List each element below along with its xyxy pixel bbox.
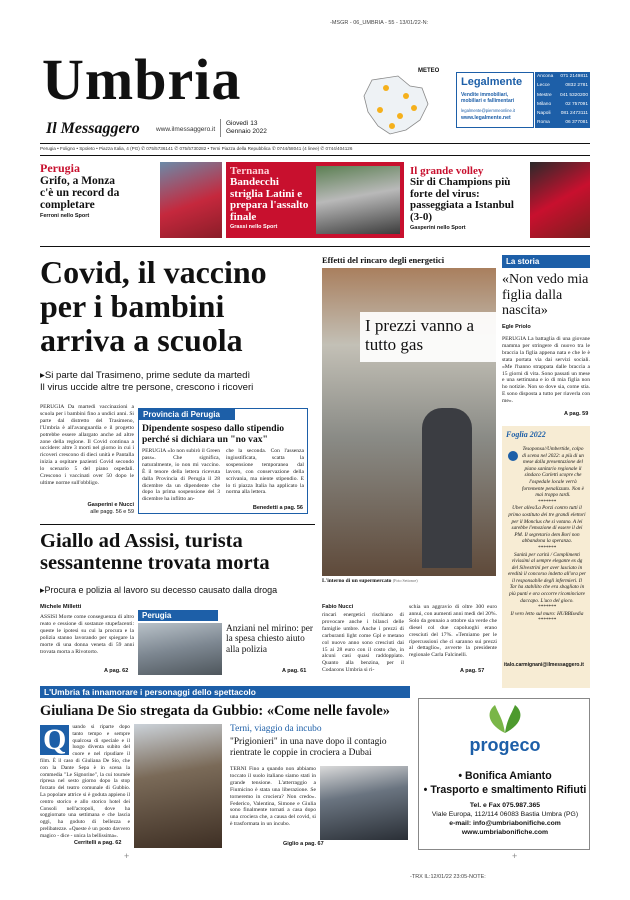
progeco-web[interactable]: www.umbriabonifiche.com [461, 829, 549, 836]
teaser-byline: Grassi nello Sport [230, 224, 278, 230]
terni-photo-couple [320, 766, 408, 840]
crop-mark-left: + [124, 851, 130, 861]
teaser-photo-volley [530, 162, 590, 238]
spettacolo-banner-text: L'Umbria fa innamorare i personaggi dello spettacolo [44, 687, 256, 697]
meteo-map [350, 68, 450, 140]
date-day: Giovedì 13 [226, 120, 258, 127]
storia-page: A pag. 59 [564, 411, 589, 417]
address-line: Perugia • Foligno • Spoleto • Piazza Italia, 4 (PG) ✆ 075/5736141 ✆ 075/5730282 • Terni Piazza della Repubblica ✆ 0744/58041 (4 linee) ✆ 0744/404126 [40, 146, 353, 151]
province-label: Provincia di Perugia [139, 409, 235, 420]
progeco-email[interactable]: e-mail: info@umbriabonifiche.com [449, 820, 561, 827]
spettacolo-body: uando si riparte dopo tanto tempo e sempre qualcosa di speciale e il luogo diventa subito del cuore e nel ripudiare il film. È il caso di Giuliana De Sio, che con la Dante Sepa è in scena la commedia "Le Signorine", la cui tournée ripresa nel sesto giorno dopo la stop forzato del teatro comunale di Gubbio. La popolare attrice si è goduta appieno il centro storico e allo storico hotel dei Consoli nell'acropoli, dove ha soggiornato una settimana e che lascia oggi, ha goduto di bellezza e prelibatezze. «Queste è un posto davvero magico - dice - unica la bellissima». [40, 724, 130, 839]
progeco-leaf-icon [481, 703, 529, 735]
masthead-brand: Il Messaggero [46, 120, 140, 137]
teaser-headline: Bandecchi striglia Latini e prepara l'assalto finale [230, 176, 309, 223]
storia-headline[interactable]: «Non vedo mia figlia dalla nascita» [502, 272, 589, 318]
terni-headline[interactable]: "Prigionieri" in una nave dopo il contagio rientrate le coppie in crociera a Dubai [230, 737, 387, 758]
meteo-label: METEO [418, 68, 440, 74]
assisi-rule [40, 524, 315, 525]
foglia-items: Tesoponsa//Umbertide, colpo di scena nel 2022: a più di un mese dalla presentazione del piano sanitario regionale il sindaco Carletti scopre che l'ospedale locale verrà fortemente penalizzato. Non è mai troppo tardi. ******* Uber alles/La Porzi contro tutti il primo sostituto dei tre grandi elettori per il Monclus che si votano. A lei sarebbe l'emozione di essere il dei PM. Il segretario dem Bori non abbandona la speranza. ******* Sanità per carità / Complimenti vivissimi al sempre elegante ex dg del Silvestrini per aver lasciato in eredità il concorso indetto all'ora per il responsabile degli infermieri. Il Tar ha stabilito che era sbagliato in più punti e ora occorre ricominciare daccapo. L'uco del gioco. ******* Il vero letto sul muro: HUBBIsedia ******* [508, 446, 586, 624]
masthead-date [226, 120, 267, 136]
teaser-volley[interactable] [410, 162, 590, 238]
legalmente-line2: mobiliari e fallimentari [461, 98, 515, 104]
gas-caption-text: L'interno di un supermercato [322, 578, 392, 584]
address-rule-top [40, 143, 590, 144]
lead-deck2: Il virus uccide altre tre persone, crescono i ricoveri [40, 382, 254, 393]
progeco-contacts [419, 801, 591, 837]
anziani-label: Perugia [138, 610, 218, 621]
crop-mark-right: + [512, 851, 518, 861]
teaser-kicker: Ternana [230, 165, 270, 177]
teaser-photo-player [160, 162, 222, 238]
legalmente-ad[interactable] [456, 72, 534, 128]
anziani-page: A pag. 61 [282, 668, 307, 674]
gas-headline[interactable]: I prezzi vanno a tutto gas [365, 316, 475, 354]
city-row: Lecce 0832 2781 [537, 83, 588, 89]
storia-byline: Egle Priolo [502, 324, 531, 330]
anziani-headline[interactable]: Anziani nel mirino: per la spesa chiesto aiuto alla polizia [226, 624, 314, 655]
progeco-ad[interactable] [418, 698, 590, 850]
province-headline: Dipendente sospeso dallo stipendio perché si dichiara un "no vax" [142, 423, 285, 445]
service-amianto: • Bonifica Amianto [458, 770, 552, 782]
progeco-address: Viale Europa, 112/114 06083 Bastia Umbra (PG) [431, 811, 579, 818]
progeco-logo: progeco [469, 735, 541, 755]
teaser-photo-coach [316, 166, 400, 234]
legalmente-web[interactable]: www.legalmente.net [461, 115, 511, 121]
section-rule [40, 246, 590, 247]
progeco-tel[interactable]: Tel. e Fax 075.987.365 [469, 802, 541, 809]
province-box[interactable] [138, 408, 308, 514]
photo-shopper [422, 408, 472, 568]
drop-cap: Q [40, 725, 69, 755]
lead-body: PERUGIA Da martedì vaccinazioni a scuola per i bambini fino a undici anni. Si parte dal distretto del Trasimeno, l'Umbria è all'avanguardia e il progetto potrebbe essere allargato anche ad altre zone della regione. Il Covid continua a uccidere: altre 3 morti nel giorno in cui i ricoveri crescono di dieci unità e Pantalla inizia a ospitare pazienti Covid secondo lo scenario 5 del piano ospedali. Crescono i vaccinati over 50 dopo le ultime norme sull'obbligo. [40, 404, 134, 486]
terni-label: Terni, viaggio da incubo [230, 724, 322, 734]
province-col1: PERUGIA «Io non subirò il Green pass». Che significa, naturalmente, io non mi vaccino. È il tenore della lettera ricevuta dalla Provincia di Perugia il 28 dicembre da un dipendente che dopo la prima sospensione del 3 dicembre ha inflitto an- [142, 448, 220, 503]
assisi-deck: ▸Procura e polizia al lavoro su decesso causato dalla droga [40, 585, 278, 595]
city-row: Ancona 071 2149811 [537, 74, 588, 79]
masthead-divider [220, 119, 221, 137]
assisi-byline: Michele Milletti [40, 604, 82, 610]
lead-deck [40, 370, 320, 394]
terni-page: Giglio a pag. 67 [283, 841, 324, 847]
city-row: Mestre 041 5320200 [537, 92, 588, 98]
edition-code-bottom: -TRX IL:12/01/22 23:05-NOTE: [410, 874, 486, 880]
spettacolo-page: Cerritelli a pag. 62 [74, 840, 122, 846]
legalmente-line1: Vendite immobiliari, [461, 92, 509, 98]
date-month: Gennaio 2022 [226, 128, 267, 135]
province-col2: che la seconda. Con l'assenza ingiustificata, scatta la sospensione temporanea dal lavoro, con conservazione della scrivania, ma niente stipendio. E lo ti piazza Italia ha applicato la norma alla lettera. [226, 448, 304, 496]
service-rifiuti: • Trasporto e smaltimento Rifiuti [423, 784, 587, 796]
city-row: Roma 06 377081 [537, 120, 588, 126]
province-byline: Benedetti a pag. 56 [252, 505, 303, 511]
gas-byline: Fabio Nucci [322, 604, 354, 610]
masthead-url[interactable]: www.ilmessaggero.it [156, 126, 216, 133]
lead-credit [40, 502, 134, 516]
teaser-headline: Sir di Champions più forte del virus: passeggiata a Istanbul (3-0) [410, 176, 514, 223]
foglia-email[interactable]: italo.carmignani@ilmessaggero.it [504, 662, 584, 668]
lead-byline: Gasperini e Nucci [87, 502, 134, 508]
anziani-photo [138, 623, 222, 675]
storia-body: PERUGIA La battaglia di una giovane mamma per stringere di nuovo tra le braccia la figlia appena nata e che le è stata portata via dai servizi sociali. «Me l'hanno strappata dalle braccia a 15 giorni di vita. Sono passati un mese e una settimana e io di mia figlia non ho notizie. Non so dove sia, come stia. E sono disposta a tutto per riaverla con me». [502, 336, 590, 405]
gas-page: A pag. 57 [460, 668, 485, 674]
legalmente-email[interactable]: legalmente@piemmeonline.it [461, 108, 516, 113]
teaser-kicker: Perugia [40, 161, 80, 175]
teaser-headline: Grifo, a Monza c'è un record da completare [40, 174, 120, 212]
umbria-map-icon [350, 68, 450, 140]
gas-kicker: Effetti del rincaro degli energetici [322, 255, 445, 265]
edition-code-top: -MSGR - 06_UMBRIA - 55 - 13/01/22-N: [330, 20, 429, 26]
city-row: Napoli 081 2473111 [537, 111, 588, 117]
gas-caption [322, 578, 418, 584]
city-row: Milano 02 757091 [537, 101, 588, 107]
lead-deck1: ▸Si parte dal Trasimeno, prime sedute da martedì [40, 370, 251, 381]
gas-col2: schia un aggravio di oltre 300 euro annui, con aumenti anni medi del 20%. Solo da gennaio a ottobre sia verde che diesel col due capoluoghi erano cresciuti del 17%. «Temiamo per le ripercussioni che ci saranno sui prezzi al dettaglio», avverte la presidente regionale Carla Falcinelli. [409, 604, 497, 659]
progeco-services [419, 769, 591, 797]
terni-body: TERNI Fino a quando non abbiamo toccato il suolo italiano siamo stati in grande tensione. L'atterraggio a Fiumicino è stata una liberazione. Se torneremo in crociera? Non credo». Federico, Valentina, Simone e Giulia sono finalmente tornati a casa dopo una crociera che, a causa del covid, si è trasformata in un incubo. [230, 766, 316, 828]
lead-page: alle pagg. 56 e 59 [90, 509, 134, 515]
spettacolo-text-wrap [40, 724, 130, 846]
spettacolo-headline[interactable]: Giuliana De Sio stregata da Gubbio: «Come nelle favole» [40, 703, 390, 719]
spettacolo-photo-actress [134, 724, 222, 848]
teaser-kicker: Il grande volley [410, 165, 484, 177]
foglia-label: Foglia 2022 [506, 430, 546, 439]
lead-headline[interactable]: Covid, il vaccino per i bambini arriva a scuola [40, 254, 267, 358]
teaser-byline: Gasperini nello Sport [410, 225, 466, 231]
teaser-perugia[interactable] [40, 162, 222, 238]
teaser-ternana[interactable] [226, 162, 404, 238]
teaser-byline: Ferroni nello Sport [40, 213, 90, 220]
assisi-page: A pag. 62 [104, 668, 129, 674]
legalmente-cities [535, 72, 590, 128]
address-rule-bottom [40, 155, 590, 156]
legalmente-logo: Legalmente [461, 76, 523, 88]
masthead-title: Umbria [42, 47, 242, 112]
assisi-headline[interactable]: Giallo ad Assisi, turista sessantenne trovata morta [40, 530, 270, 574]
storia-label: La storia [502, 255, 590, 268]
gas-col1: rincari energetici rischiano di provocare anche i bilanci delle famiglie umbre. Anche i prezzi di carburanti light come Gpl e metano col nuovo anno sono cresciuti dai 15 ai 28 euro con il costo che, in alcuni casi quasi raddoppiato. Quanto alla benzina, per il Codacons Umbria si ri- [322, 612, 404, 674]
gas-credit: (Foto Settonce) [392, 578, 418, 583]
foglia-box [502, 426, 590, 688]
assisi-body: ASSISI Morte come conseguenza di altro reato e cessione di sostanze stupefacenti: queste le ipotesi su cui la procura e la polizia stanno lavorando per spiegare la morte di una donna veneta di 59 anni trovata morta a Rivotorto. [40, 614, 134, 655]
